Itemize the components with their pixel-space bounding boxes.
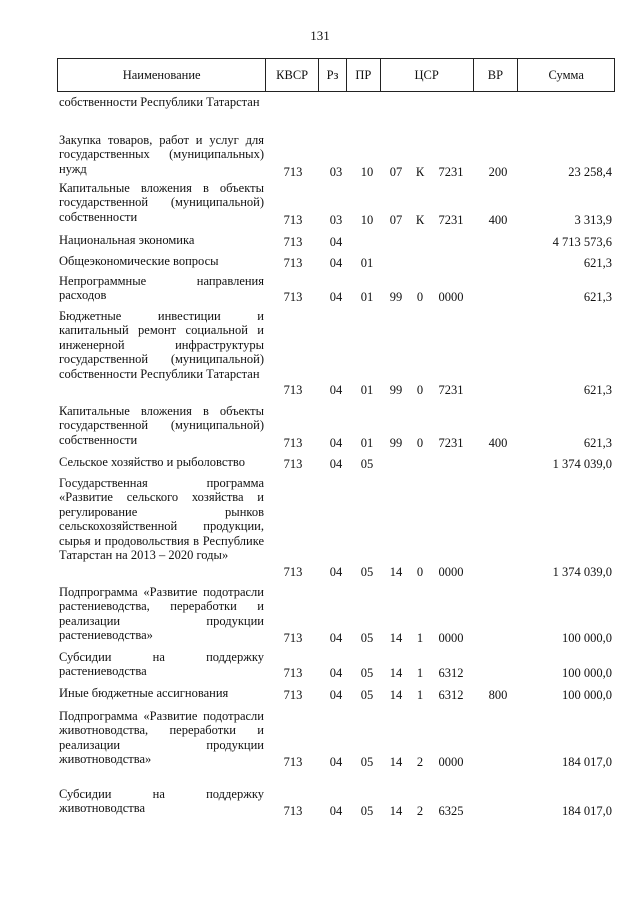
- row-rz: 04: [329, 456, 343, 471]
- page-number: 131: [310, 28, 330, 43]
- row-kvsr: 713: [283, 164, 303, 179]
- row-csr-direction: 6312: [438, 687, 464, 702]
- row-name: Капитальные вложения в объекты государственной (муниципальной) собственности: [59, 181, 264, 224]
- row-kvsr: 713: [283, 456, 303, 471]
- row-csr-program: 14: [389, 687, 403, 702]
- row-name: Бюджетные инвестиции и капитальный ремонт социальной и инженерной инфраструктуры государственной (муниципальной) собственности Республики Татарстан: [59, 309, 264, 381]
- row-csr-program: 14: [389, 665, 403, 680]
- row-name: Общеэкономические вопросы: [59, 254, 219, 268]
- row-pr: 05: [360, 564, 374, 579]
- table-row: [57, 133, 615, 179]
- row-pr: 01: [360, 255, 374, 270]
- row-csr-direction: 0000: [438, 754, 464, 769]
- header-pr: ПР: [347, 59, 381, 91]
- row-pr: 01: [360, 382, 374, 397]
- row-name: собственности Республики Татарстан: [59, 95, 260, 109]
- row-kvsr: 713: [283, 630, 303, 645]
- row-sum: 100 000,0: [562, 665, 612, 680]
- row-rz: 03: [329, 164, 343, 179]
- row-name: Национальная экономика: [59, 233, 195, 247]
- table-row: [57, 254, 615, 270]
- row-pr: 05: [360, 665, 374, 680]
- row-vr: 800: [488, 687, 508, 702]
- row-pr: 05: [360, 754, 374, 769]
- row-name: Подпрограмма «Развитие подотрасли растениеводства, переработки и реализации продукции растениеводства»: [59, 585, 264, 643]
- row-csr-subprogram: 0: [416, 289, 424, 304]
- header-kvsr: КВСР: [266, 59, 319, 91]
- row-kvsr: 713: [283, 435, 303, 450]
- table-row: [57, 404, 615, 450]
- row-csr-direction: 6325: [438, 803, 464, 818]
- row-kvsr: 713: [283, 255, 303, 270]
- row-csr-subprogram: 2: [416, 754, 424, 769]
- row-rz: 04: [329, 255, 343, 270]
- row-csr-subprogram: 1: [416, 687, 424, 702]
- row-sum: 184 017,0: [562, 754, 612, 769]
- table-row: [57, 181, 615, 227]
- row-name: Закупка товаров, работ и услуг для государственных (муниципальных) нужд: [59, 133, 264, 176]
- row-csr-subprogram: К: [415, 164, 425, 179]
- row-csr-direction: 7231: [438, 435, 464, 450]
- table-header: [57, 58, 615, 92]
- row-csr-subprogram: 0: [416, 382, 424, 397]
- table-row: [57, 585, 615, 645]
- row-name: Капитальные вложения в объекты государственной (муниципальной) собственности: [59, 404, 264, 447]
- row-name: Субсидии на поддержку животноводства: [59, 787, 264, 816]
- header-name: Наименование: [58, 59, 266, 91]
- row-vr: 400: [488, 435, 508, 450]
- row-pr: 05: [360, 630, 374, 645]
- row-sum: 100 000,0: [562, 687, 612, 702]
- row-csr-direction: 0000: [438, 289, 464, 304]
- row-csr-direction: 0000: [438, 564, 464, 579]
- row-csr-direction: 7231: [438, 164, 464, 179]
- row-csr-direction: 7231: [438, 212, 464, 227]
- row-rz: 04: [329, 382, 343, 397]
- row-pr: 10: [360, 212, 374, 227]
- row-sum: 621,3: [583, 289, 612, 304]
- row-kvsr: 713: [283, 212, 303, 227]
- row-csr-subprogram: 0: [416, 564, 424, 579]
- table-row: [57, 95, 615, 125]
- header-rz: Рз: [319, 59, 347, 91]
- row-csr-direction: 6312: [438, 665, 464, 680]
- row-name: Непрограммные направления расходов: [59, 274, 264, 303]
- row-sum: 4 713 573,6: [552, 234, 612, 249]
- row-csr-program: 99: [389, 382, 403, 397]
- row-csr-subprogram: К: [415, 212, 425, 227]
- table-row: [57, 233, 615, 249]
- row-name: Иные бюджетные ассигнования: [59, 686, 229, 700]
- row-csr-direction: 0000: [438, 630, 464, 645]
- row-pr: 10: [360, 164, 374, 179]
- row-kvsr: 713: [283, 754, 303, 769]
- table-row: [57, 274, 615, 304]
- row-rz: 04: [329, 803, 343, 818]
- row-sum: 3 313,9: [574, 212, 612, 227]
- row-rz: 04: [329, 289, 343, 304]
- row-csr-program: 07: [389, 212, 403, 227]
- row-kvsr: 713: [283, 234, 303, 249]
- row-name: Государственная программа «Развитие сельского хозяйства и регулирование рынков сельскохозяйственной продукции, сырья и продовольствия в Республике Татарстан на 2013 – 2020 годы»: [59, 476, 264, 563]
- row-pr: 01: [360, 435, 374, 450]
- row-pr: 05: [360, 456, 374, 471]
- row-rz: 04: [329, 234, 343, 249]
- row-kvsr: 713: [283, 665, 303, 680]
- row-vr: 200: [488, 164, 508, 179]
- row-rz: 04: [329, 754, 343, 769]
- row-csr-direction: 7231: [438, 382, 464, 397]
- row-csr-program: 99: [389, 289, 403, 304]
- row-kvsr: 713: [283, 564, 303, 579]
- row-csr-program: 07: [389, 164, 403, 179]
- row-rz: 04: [329, 564, 343, 579]
- row-csr-subprogram: 1: [416, 630, 424, 645]
- row-name: Подпрограмма «Развитие подотрасли животноводства, переработки и реализации продукции животноводства»: [59, 709, 264, 767]
- table-row: [57, 309, 615, 397]
- row-vr: 400: [488, 212, 508, 227]
- row-rz: 03: [329, 212, 343, 227]
- row-sum: 100 000,0: [562, 630, 612, 645]
- row-sum: 621,3: [583, 435, 612, 450]
- row-csr-program: 14: [389, 754, 403, 769]
- row-rz: 04: [329, 630, 343, 645]
- row-kvsr: 713: [283, 803, 303, 818]
- row-csr-subprogram: 1: [416, 665, 424, 680]
- row-csr-program: 14: [389, 564, 403, 579]
- table-row: [57, 787, 615, 818]
- table-row: [57, 709, 615, 769]
- table-row: [57, 476, 615, 579]
- row-sum: 1 374 039,0: [552, 456, 612, 471]
- row-sum: 1 374 039,0: [552, 564, 612, 579]
- row-sum: 23 258,4: [568, 164, 612, 179]
- row-csr-subprogram: 2: [416, 803, 424, 818]
- row-rz: 04: [329, 687, 343, 702]
- table-row: [57, 650, 615, 680]
- header-sum: Сумма: [548, 67, 584, 82]
- row-pr: 01: [360, 289, 374, 304]
- row-pr: 05: [360, 687, 374, 702]
- row-kvsr: 713: [283, 687, 303, 702]
- row-name: Субсидии на поддержку растениеводства: [59, 650, 264, 679]
- row-sum: 184 017,0: [562, 803, 612, 818]
- table-row: [57, 455, 615, 471]
- row-sum: 621,3: [583, 382, 612, 397]
- row-csr-program: 14: [389, 630, 403, 645]
- table-row: [57, 686, 615, 702]
- row-rz: 04: [329, 665, 343, 680]
- row-csr-program: 14: [389, 803, 403, 818]
- header-csr: ЦСР: [381, 59, 474, 91]
- row-rz: 04: [329, 435, 343, 450]
- row-sum: 621,3: [583, 255, 612, 270]
- row-name: Сельское хозяйство и рыболовство: [59, 455, 245, 469]
- row-csr-program: 99: [389, 435, 403, 450]
- header-vr: ВР: [474, 59, 519, 91]
- row-pr: 05: [360, 803, 374, 818]
- row-csr-subprogram: 0: [416, 435, 424, 450]
- row-kvsr: 713: [283, 289, 303, 304]
- row-kvsr: 713: [283, 382, 303, 397]
